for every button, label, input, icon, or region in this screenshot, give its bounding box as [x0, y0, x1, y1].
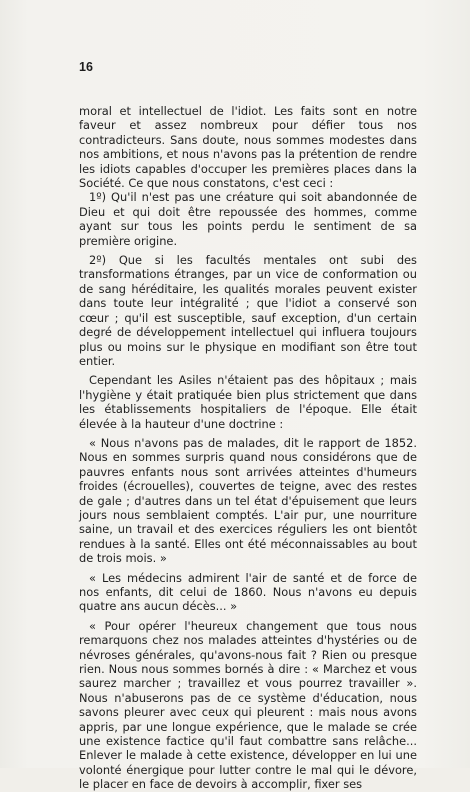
page-number: 16 — [79, 60, 93, 74]
paragraph-1: moral et intellectuel de l'idiot. Les faits sont en notre faveur et assez nombreux pour défier tous nos contradicteurs. Sans doute, nous sommes modestes dans nos ambitions, et nous n'avons pas la prétention de rendre les idiots capables d'occuper les premières places dans la Société. Ce que nous constatons, c'est ceci : — [79, 104, 417, 191]
paragraph-5-quote: « Nous n'avons pas de malades, dit le rapport de 1852. Nous en sommes surpris quand nous considérons que de pauvres enfants nous sont arrivées atteintes d'humeurs froides (écrouelles), couvertes de teigne, avec des restes de gale ; d'autres dans un tel état d'épuisement que leurs jours nous semblaient comptés. L'air pur, une nourriture saine, un travail et des exercices réguliers les ont bientôt rendues à la santé. Elles ont été méconnaissables au bout de trois mois. » — [79, 435, 417, 566]
paragraph-7-quote: « Pour opérer l'heureux changement que tous nous remarquons chez nos malades atteintes d'hystéries ou de névroses générales, qu'avons-nous fait ? Rien ou presque rien. Nous nous sommes bornés à dire : « Marchez et vous saurez marcher ; travaillez et vous pourrez travailler ». Nous n'abuserons pas de ce système d'éducation, nous savons pleurer avec ceux qui pleurent : mais nous avons appris, par une longue expérience, que le malade se crée une existence factice qu'il faut combattre sans relâche... Enlever le malade à cette existence, développer en lui une volonté énergique pour lutter contre le mal qui le dévore, le placer en face de devoirs à accomplir, fixer ses — [79, 618, 417, 792]
page-body — [79, 104, 417, 792]
paragraph-3: 2º) Que si les facultés mentales ont subi des transformations étranges, par un vice de conformation ou de sang héréditaire, les qualités morales peuvent exister dans toute leur intégralité ; que l'idiot a conservé son cœur ; qu'il est susceptible, sauf exception, d'un certain degré de développement intellectuel qui influera toujours plus ou moins sur le physique en modifiant son être tout entier. — [79, 253, 417, 368]
paragraph-4: Cependant les Asiles n'étaient pas des hôpitaux ; mais l'hygiène y était pratiquée bien plus strictement que dans les établissements hospitaliers de l'époque. Elle était élevée à la hauteur d'une doctrine : — [79, 373, 417, 431]
paragraph-2: 1º) Qu'il n'est pas une créature qui soit abandonnée de Dieu et qui doit être repoussée des hommes, comme ayant sur tous les points perdu le sentiment de sa première origine. — [79, 190, 417, 248]
paragraph-6-quote: « Les médecins admirent l'air de santé et de force de nos enfants, dit celui de 1860. Nous n'avons eu depuis quatre ans aucun décès... » — [79, 570, 417, 614]
